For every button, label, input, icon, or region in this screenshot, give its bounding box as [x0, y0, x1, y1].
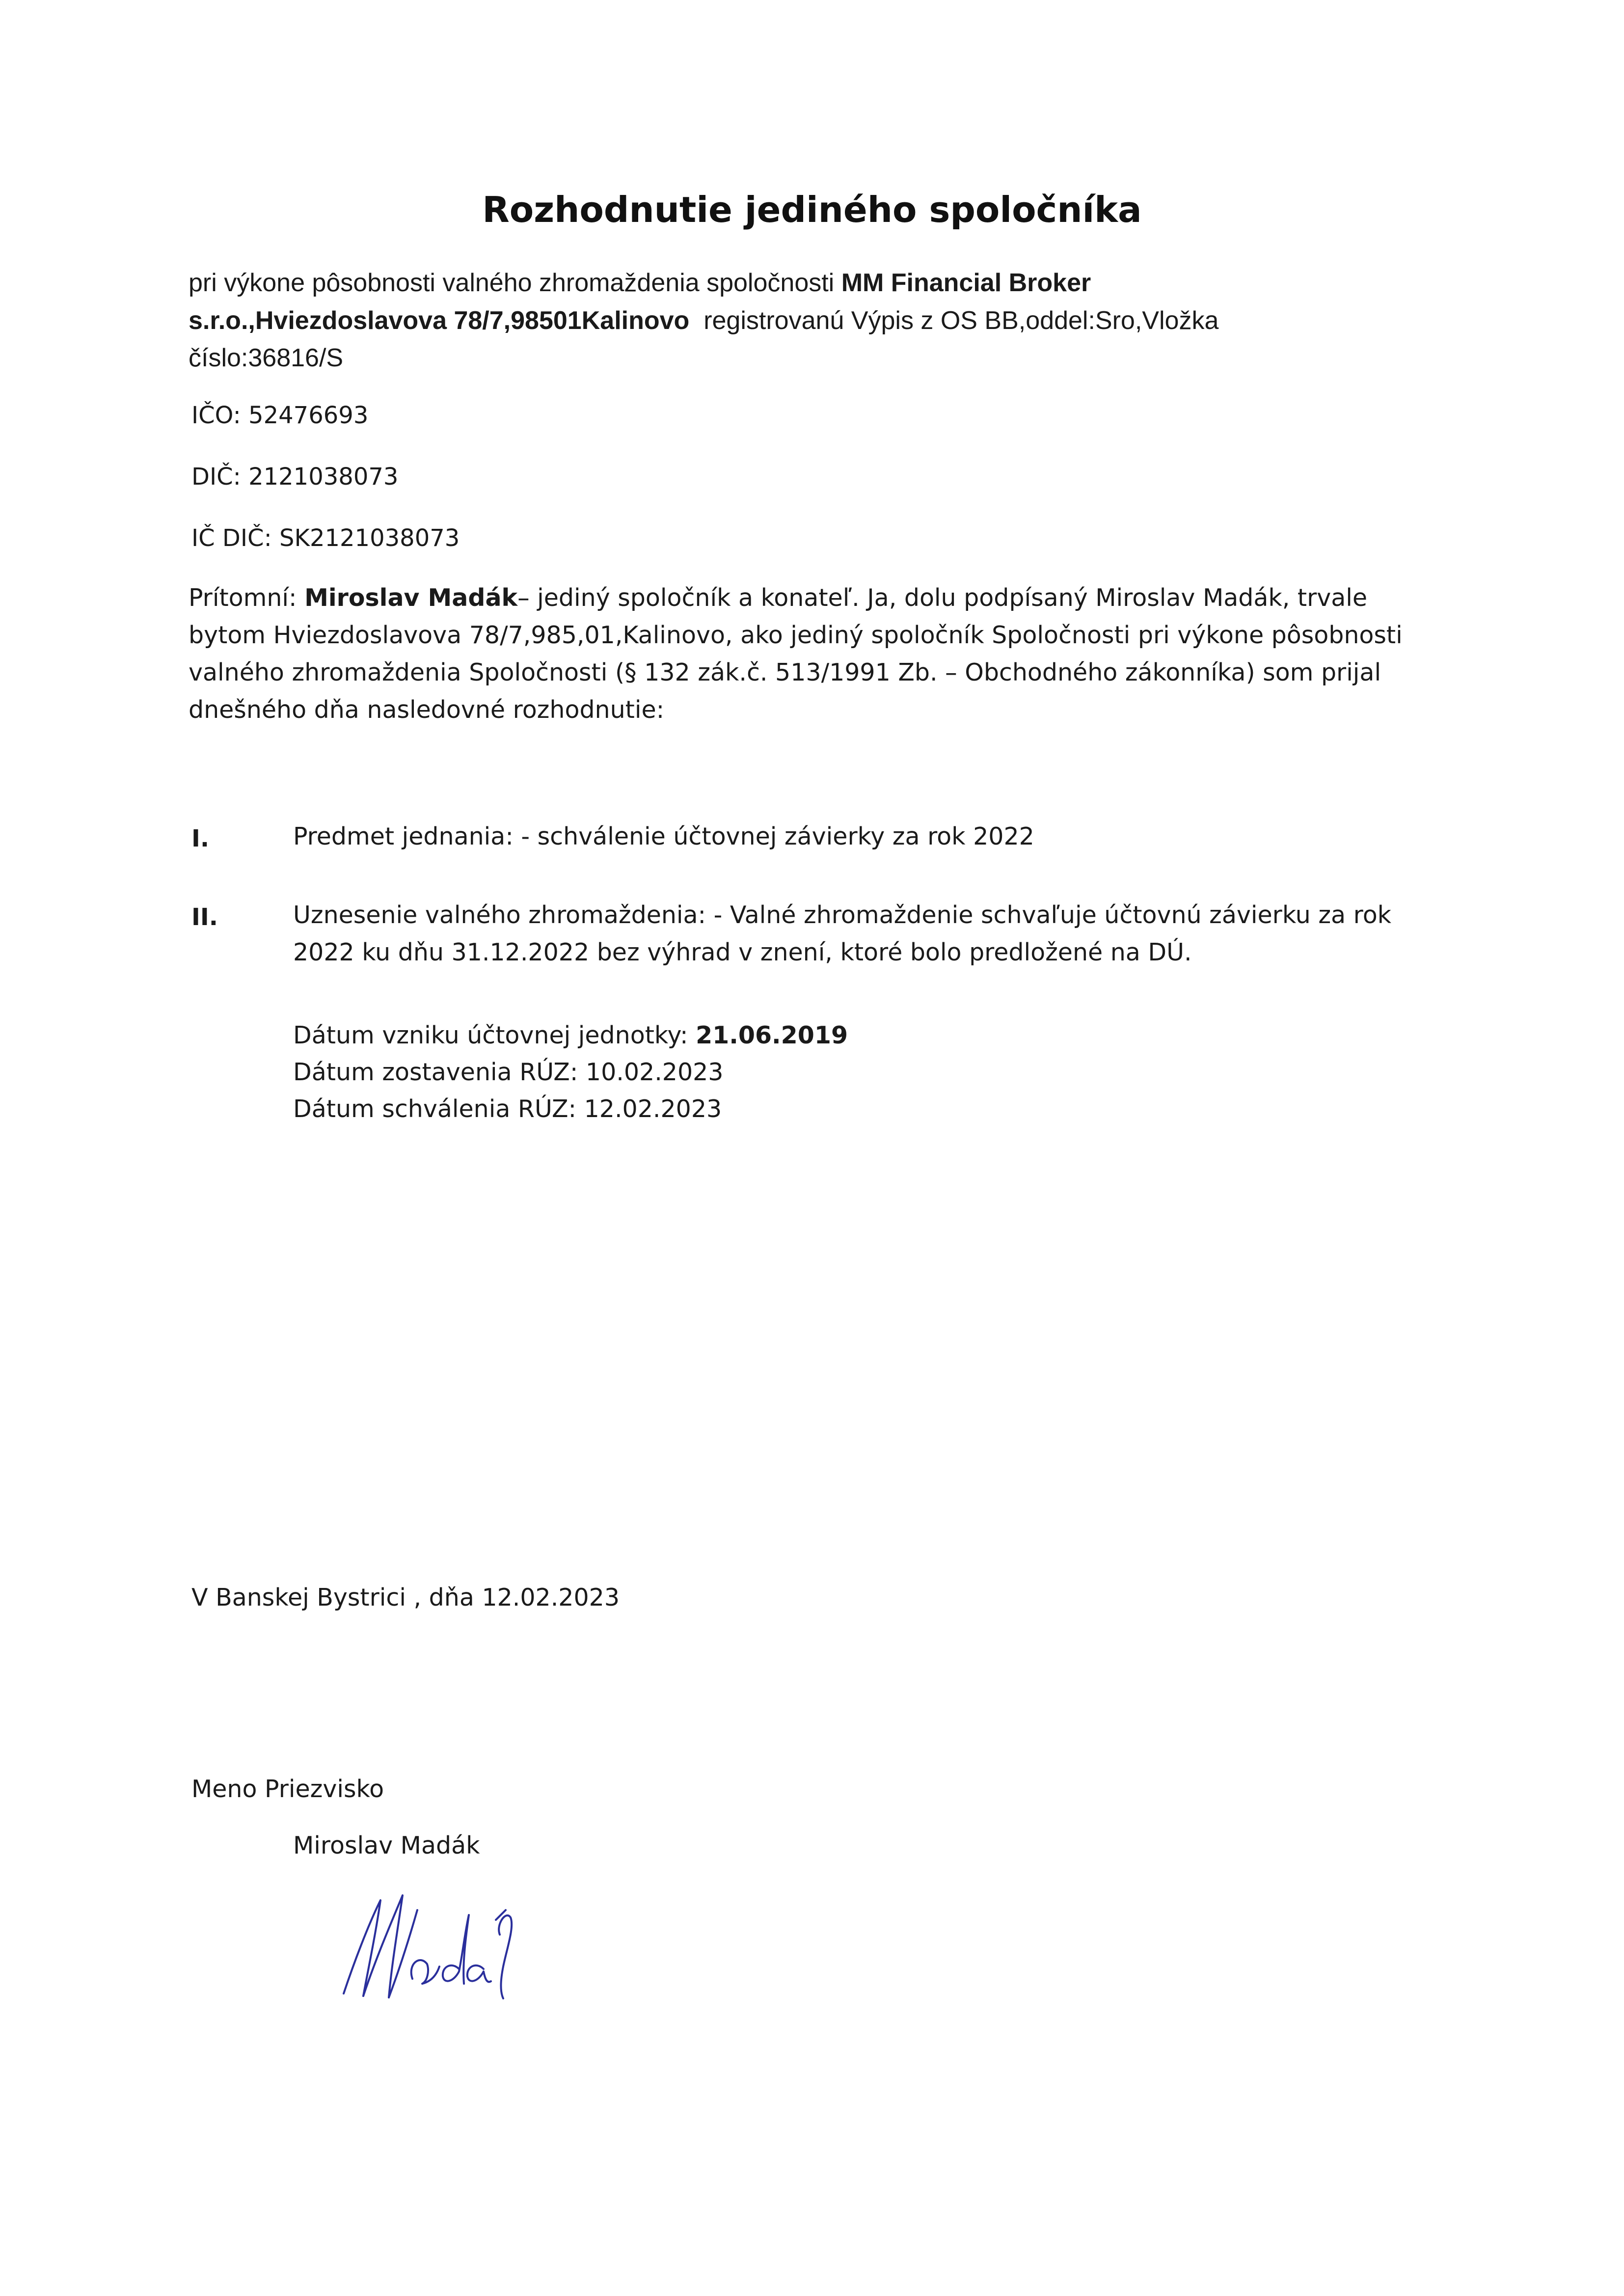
place-and-date: V Banskej Bystrici , dňa 12.02.2023: [191, 1584, 620, 1612]
intro-line-2: [189, 305, 1218, 336]
present-paragraph: [189, 579, 1445, 729]
company-address: s.r.o.,Hviezdoslavova 78/7,98501Kalinovo: [189, 306, 690, 335]
origin-date-label: Dátum vzniku účtovnej jednotky:: [293, 1021, 696, 1049]
present-name: Miroslav Madák: [304, 584, 518, 612]
handwritten-signature: [334, 1881, 540, 2011]
ic-dic-line: IČ DIČ: SK2121038073: [191, 524, 460, 552]
intro-line-1: [189, 268, 1091, 298]
compiled-date: Dátum zostavenia RÚZ: 10.02.2023: [293, 1058, 724, 1086]
ico-line: IČO: 52476693: [191, 402, 369, 429]
approved-date: Dátum schválenia RÚZ: 12.02.2023: [293, 1095, 722, 1123]
signature-drawing: [334, 1881, 540, 2008]
item-text: Uznesenie valného zhromaždenia: - Valné zhromaždenie schvaľuje účtovnú závierku za rok 2022 ku dňu 31.12.2022 bez výhrad v znení, ktoré bolo predložené na DÚ.: [293, 901, 1392, 966]
document-title: Rozhodnutie jediného spoločníka: [482, 189, 1142, 230]
item-text: Predmet jednania: - schválenie účtovnej závierky za rok 2022: [293, 822, 1034, 850]
registration-number: číslo:36816/S: [189, 344, 344, 372]
item-numeral: I.: [191, 825, 210, 852]
registration-text: registrovanú Výpis z OS BB,oddel:Sro,Vložka: [689, 306, 1219, 335]
intro-text: pri výkone pôsobnosti valného zhromaždenia spoločnosti: [189, 269, 841, 297]
origin-date-value: 21.06.2019: [696, 1021, 848, 1049]
dic-line: DIČ: 2121038073: [191, 463, 399, 491]
item-numeral: II.: [191, 903, 218, 931]
origin-date-line: [293, 1021, 848, 1049]
signer-name: Miroslav Madák: [293, 1831, 480, 1859]
present-text: – jediný spoločník a konateľ. Ja, dolu podpísaný Miroslav Madák, trvale bytom Hviezdoslavova 78/7,985,01,Kalinovo, ako jediný spoločník Spoločnosti pri výkone pôsobnosti valného zhromaždenia Spoločnosti (§ 132 zák.č. 513/1991 Zb. – Obchodného zákonníka) som prijal dnešného dňa nasledovné rozhodnutie:: [189, 584, 1403, 724]
present-label: Prítomní:: [189, 584, 305, 612]
company-name: MM Financial Broker: [841, 269, 1091, 297]
name-label: Meno Priezvisko: [191, 1775, 384, 1803]
